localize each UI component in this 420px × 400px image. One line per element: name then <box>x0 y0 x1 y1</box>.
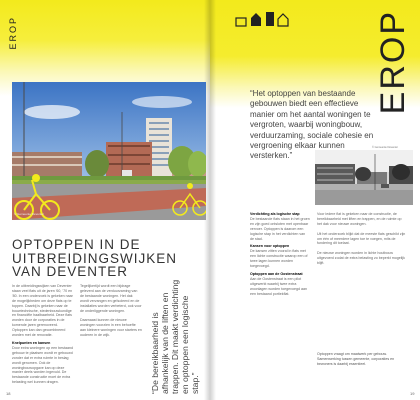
building-icons <box>234 8 294 30</box>
pull-quote-text: “De bereikbaarheid is afhankelijk van de liften en trappen. Dit maakt verdichting en optoppen een logische stap.” <box>150 279 200 394</box>
body-paragraph: De nieuwe woningen worden in lichte houtbouw uitgevoerd zodat de extra belasting zo beperkt mogelijk blijft. <box>317 251 405 266</box>
photo-credit: © Gemeente Deventer <box>14 212 45 216</box>
subheading: Knelpunten en kansen <box>12 340 51 345</box>
body-paragraph: De bestaande flats staan in het groen en zijn goed ontsloten met openbaar vervoer. Optoppen is daarom een logische stap in het verdichten van de stad. <box>250 216 310 241</box>
subheading: Optoppen aan de Oostenstraat <box>250 271 303 276</box>
body-paragraph: Uit het onderzoek blijkt dat de meeste flats geschikt zijn om één of meerdere lagen toe te voegen, mits de fundering dit toelaat. <box>317 231 406 246</box>
page-number-left: 18 <box>6 391 11 396</box>
body-paragraph: Door extra woningen op een bestaand gebouw te plaatsen wordt er gebouwd zonder dat er extra ruimte in beslag wordt genomen. Ook de woningbouwopgave kan op deze manier deels worden ingevuld. De bestaande constructie moet de extra belasting wel kunnen dragen. <box>12 345 73 385</box>
article-headline <box>12 238 182 279</box>
section-title-right <box>374 10 410 130</box>
right-column-2 <box>317 212 407 266</box>
house-outline-icon <box>278 14 288 26</box>
subheading: Verdichting als logische stap <box>250 212 300 216</box>
tower-icon <box>266 12 274 26</box>
right-column-1 <box>250 212 310 297</box>
left-column-1 <box>12 284 74 385</box>
intro-paragraph: In de uitbreidingswijken van Deventer staan veel flats uit de jaren '60, '70 en '80. In een onderzoek is gekeken naar de mogelijkheden om deze flats op te toppen. Daarbij is gekeken naar de bouwtechnische, stedenbouwkundige en financiële haalbaarheid. Deze flats worden door de corporaties in de komende jaren gerenoveerd. Optoppen kan dan gecombineerd worden met de renovatie. <box>12 284 73 338</box>
body-paragraph: Voor iedere flat is gekeken naar de constructie, de bereikbaarheid met liften en trappen, en de ruimte op het dak voor nieuwe woningen. <box>317 212 402 226</box>
house-icon <box>251 13 261 26</box>
body-paragraph: Daarnaast kunnen de nieuwe woningen voorzien in een behoefte aan kleinere woningen voor starters en ouderen in de wijk. <box>80 318 142 338</box>
headline-line-1: OPTOPPEN IN DE <box>12 237 141 252</box>
section-title-label: EROP <box>374 10 412 115</box>
photo-caption: © Gemeente Deventer <box>372 146 398 149</box>
street-photo <box>12 82 206 220</box>
closing-callout: Optoppen vraagt om maatwerk per gebouw. Samenwerking tussen gemeente, corporaties en bewoners is daarbij essentieel. <box>317 352 395 366</box>
left-column-2 <box>80 284 142 338</box>
section-tab-label: EROP <box>8 16 18 50</box>
headline-line-3: VAN DEVENTER <box>12 264 129 279</box>
body-paragraph: De kansen zitten vooral in flats met een lichte constructie waarop een of twee lagen kunnen worden toegevoegd. <box>250 249 308 269</box>
page-number-right: 19 <box>410 391 415 396</box>
section-tab-left <box>6 12 24 68</box>
house-outline-icon <box>236 18 246 26</box>
bw-street-photo <box>315 150 413 205</box>
body-paragraph: Aan de Oostenstraat is een pilot uitgewerkt waarbij twee extra woonlagen worden toegevoegd aan een bestaand portiekflat. <box>250 276 307 296</box>
headline-line-2: UITBREIDINGSWIJKEN <box>12 250 178 266</box>
pull-quote-vertical <box>150 278 200 394</box>
main-pull-quote: “Het optoppen van bestaande gebouwen biedt een effectieve manier om het aantal woningen te vergroten, waarbij woningbouw, verduurzaming, sociale cohesie en vergroening elkaar kunnen versterken.” <box>250 89 374 161</box>
subheading: Kansen voor optoppen <box>250 244 290 249</box>
body-paragraph: Tegelijkertijd wordt een bijdrage geleverd aan de verduurzaming van de bestaande woningen. Het dak wordt vervangen en geïsoleerd en de installaties worden verbeterd, ook voor de onderliggende woningen. <box>80 284 142 313</box>
